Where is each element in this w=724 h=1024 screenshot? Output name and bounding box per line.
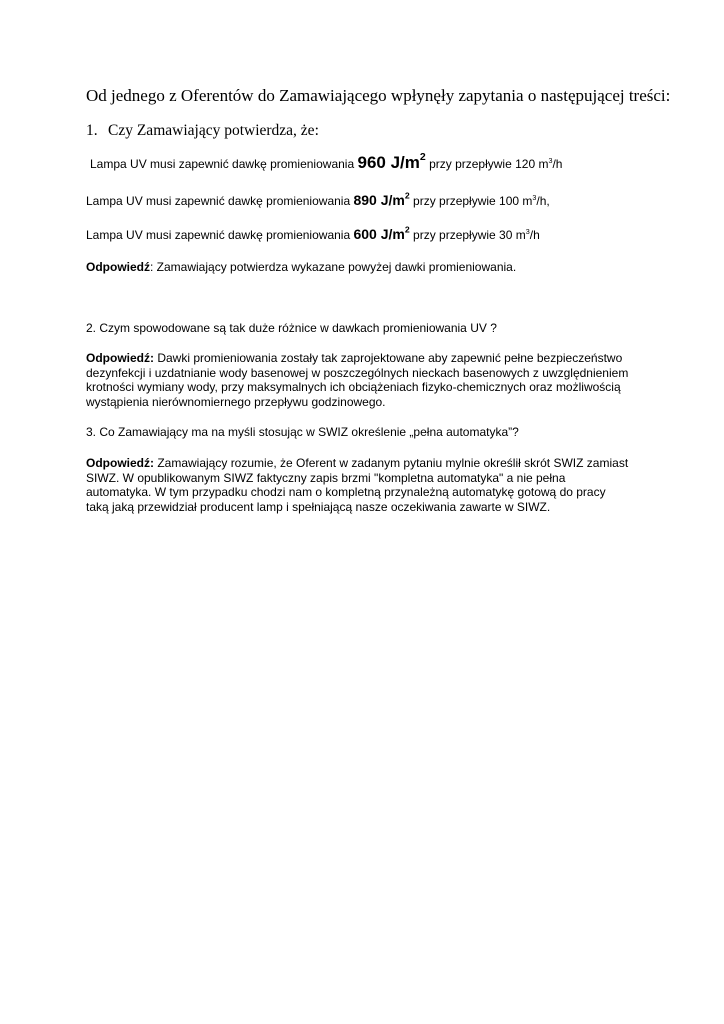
dose-line-2-flow-text: przy przepływie 100 m [413, 194, 533, 208]
dose-line-2-flow-exponent: 3 [532, 192, 537, 202]
dose-line-1-flow-text: przy przepływie 120 m [429, 157, 549, 171]
dose-line-1-exponent: 2 [419, 151, 426, 164]
answer-3-label: Odpowiedź: [86, 456, 154, 470]
dose-line-3-suffix: /h [529, 228, 540, 242]
answer-1-text: : Zamawiający potwierdza wykazane powyżej dawki promieniowania. [150, 260, 517, 274]
answer-3-line-2: SIWZ. W opublikowanym SIWZ faktyczny zapis brzmi "kompletna automatyka" a nie pełna [86, 470, 566, 485]
dose-line-1-suffix: /h [552, 157, 563, 171]
dose-line-2-value-text: 890 J/m [353, 192, 405, 208]
answer-3-line-3: automatyka. W tym przypadku chodzi nam o kompletną przynależną automatykę gotową do pracy [86, 485, 606, 499]
answer-1-label: Odpowiedź [86, 260, 150, 274]
dose-line-1-value-text: 960 J/m [357, 153, 420, 172]
intro-heading: Od jednego z Oferentów do Zamawiającego wpłynęły zapytania o następującej treści: [86, 86, 671, 105]
answer-3 [86, 456, 686, 514]
dose-line-3-value [353, 226, 409, 242]
dose-line-2 [86, 190, 550, 209]
dose-line-2-flow [413, 194, 550, 208]
answer-3-line-1-text: Zamawiający rozumie, że Oferent w zadanym pytaniu mylnie określił skrót SWIZ zamiast [154, 456, 629, 470]
dose-line-1-prefix: Lampa UV musi zapewnić dawkę promieniowania [90, 157, 355, 171]
dose-line-3-prefix: Lampa UV musi zapewnić dawkę promieniowania [86, 228, 351, 242]
dose-line-3-flow [413, 228, 540, 242]
question-1 [86, 121, 319, 141]
dose-line-1 [90, 151, 563, 172]
answer-2-label: Odpowiedź: [86, 351, 154, 365]
dose-line-1-value [357, 153, 425, 172]
dose-line-2-exponent: 2 [404, 190, 410, 201]
answer-2 [86, 351, 686, 409]
dose-line-3-exponent: 2 [404, 224, 410, 235]
question-1-number: 1. [86, 122, 98, 139]
answer-2-line-1 [86, 351, 686, 366]
answer-2-line-2: dezynfekcji i uzdatnianie wody basenowej w poszczególnych nieckach basenowych z uwzględnieniem [86, 365, 629, 380]
dose-line-1-flow-exponent: 3 [548, 155, 553, 165]
answer-2-line-1-text: Dawki promieniowania zostały tak zaprojektowane aby zapewnić pełne bezpieczeństwo [154, 351, 623, 365]
dose-line-1-flow [429, 157, 562, 171]
dose-line-2-suffix: /h, [536, 194, 550, 208]
dose-line-2-value [353, 192, 409, 208]
question-2: 2. Czym spowodowane są tak duże różnice w dawkach promieniowania UV ? [86, 321, 497, 335]
answer-2-line-3: krotności wymiany wody, przy maksymalnych ich obciążeniach fizyko-chemicznych oraz możliwością [86, 380, 621, 394]
dose-line-3 [86, 224, 540, 243]
answer-2-line-4: wystąpienia nierównomiernego przepływu godzinowego. [86, 394, 386, 409]
answer-3-line-4: taką jaką przewidział producent lamp i spełniającą nasze oczekiwania zawarte w SIWZ. [86, 499, 551, 514]
question-1-text: Czy Zamawiający potwierdza, że: [108, 122, 319, 139]
dose-line-3-value-text: 600 J/m [353, 226, 405, 242]
dose-line-3-flow-exponent: 3 [525, 226, 530, 236]
answer-1 [86, 260, 646, 275]
dose-line-2-prefix: Lampa UV musi zapewnić dawkę promieniowania [86, 194, 351, 208]
dose-line-3-flow-text: przy przepływie 30 m [413, 228, 526, 242]
question-3: 3. Co Zamawiający ma na myśli stosując w SWIZ określenie „pełna automatyka”? [86, 425, 519, 439]
answer-3-line-1 [86, 456, 686, 471]
